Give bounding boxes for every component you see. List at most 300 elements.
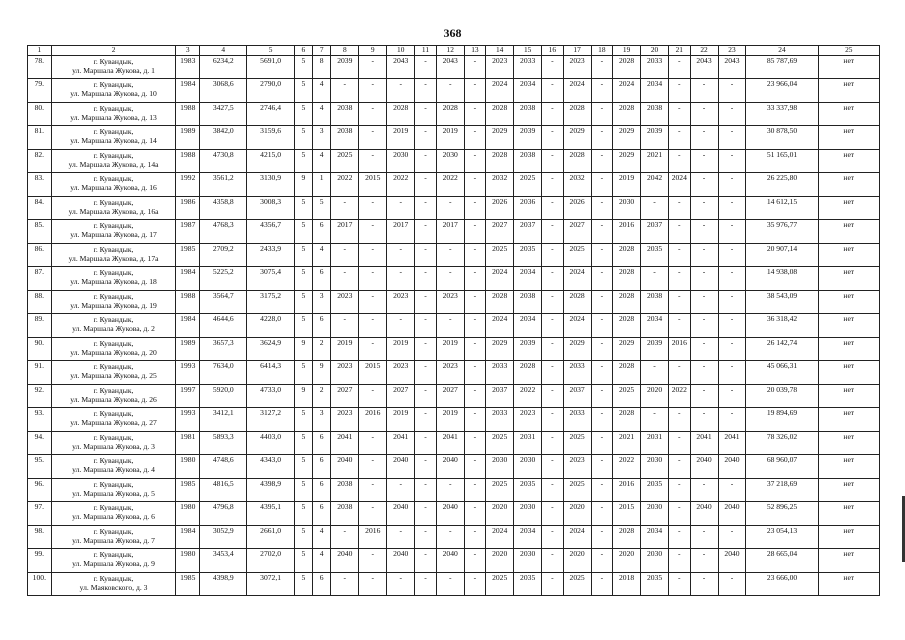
cell-col-15: 2039 bbox=[514, 337, 542, 361]
cell-col-9: - bbox=[359, 549, 387, 573]
table-row bbox=[28, 102, 880, 126]
address-street: ул. Маршала Жукова, д. 14а bbox=[68, 159, 159, 169]
cell-col-16: - bbox=[542, 361, 564, 385]
cell-col-19: 2029 bbox=[613, 149, 641, 173]
cell-col-15: 2036 bbox=[514, 196, 542, 220]
column-header: 11 bbox=[415, 46, 437, 56]
cell-col-18: - bbox=[591, 149, 613, 173]
cell-col-24: 52 896,25 bbox=[746, 502, 818, 526]
address-cell bbox=[51, 79, 176, 103]
cell-col-12: 2040 bbox=[436, 549, 464, 573]
cell-col-21: 2016 bbox=[669, 337, 691, 361]
cell-col-9: - bbox=[359, 290, 387, 314]
cell-col-7: 2 bbox=[313, 337, 331, 361]
table-row bbox=[28, 173, 880, 197]
address-city: г. Кувандык, bbox=[93, 362, 134, 371]
address-street: ул. Маршала Жукова, д. 16а bbox=[68, 206, 159, 216]
cell-col-19: 2021 bbox=[613, 431, 641, 455]
cell-col-10: 2019 bbox=[387, 337, 415, 361]
cell-col-3: 1997 bbox=[176, 384, 200, 408]
cell-col-14: 2025 bbox=[486, 478, 514, 502]
cell-col-16: - bbox=[542, 314, 564, 338]
column-header: 5 bbox=[247, 46, 294, 56]
cell-col-9: - bbox=[359, 102, 387, 126]
cell-col-9: - bbox=[359, 243, 387, 267]
cell-col-14: 2037 bbox=[486, 384, 514, 408]
cell-col-13: - bbox=[464, 525, 486, 549]
cell-col-3: 1988 bbox=[176, 290, 200, 314]
cell-col-6: 5 bbox=[294, 290, 312, 314]
column-header: 9 bbox=[359, 46, 387, 56]
cell-col-14: 2033 bbox=[486, 408, 514, 432]
address-cell bbox=[51, 55, 176, 79]
address-cell bbox=[51, 455, 176, 479]
cell-col-3: 1988 bbox=[176, 149, 200, 173]
cell-col-24: 14 612,15 bbox=[746, 196, 818, 220]
cell-col-11: - bbox=[415, 478, 437, 502]
cell-col-15: 2030 bbox=[514, 455, 542, 479]
cell-col-14: 2027 bbox=[486, 220, 514, 244]
address-street: ул. Маршала Жукова, д. 18 bbox=[70, 277, 157, 286]
cell-col-20: 2033 bbox=[641, 55, 669, 79]
address-city: г. Кувандык, bbox=[93, 409, 134, 418]
cell-col-22: - bbox=[690, 572, 718, 596]
cell-col-21: - bbox=[669, 478, 691, 502]
cell-col-7: 9 bbox=[313, 361, 331, 385]
cell-col-23: - bbox=[718, 384, 746, 408]
cell-col-21: - bbox=[669, 525, 691, 549]
cell-col-11: - bbox=[415, 220, 437, 244]
cell-col-8: 2038 bbox=[331, 478, 359, 502]
cell-col-11: - bbox=[415, 431, 437, 455]
cell-col-21: - bbox=[669, 361, 691, 385]
cell-col-9: - bbox=[359, 149, 387, 173]
cell-col-20: 2039 bbox=[641, 337, 669, 361]
cell-col-13: - bbox=[464, 196, 486, 220]
cell-col-12: - bbox=[436, 196, 464, 220]
cell-col-19: 2015 bbox=[613, 502, 641, 526]
address-cell bbox=[51, 478, 176, 502]
cell-col-23: - bbox=[718, 243, 746, 267]
row-number: 88. bbox=[28, 290, 52, 314]
cell-col-6: 5 bbox=[294, 502, 312, 526]
row-number: 100. bbox=[28, 572, 52, 596]
cell-col-6: 5 bbox=[294, 314, 312, 338]
cell-col-25: нет bbox=[818, 220, 879, 244]
cell-col-13: - bbox=[464, 455, 486, 479]
cell-col-8: 2040 bbox=[331, 549, 359, 573]
cell-col-19: 2028 bbox=[613, 102, 641, 126]
address-cell bbox=[51, 572, 176, 596]
cell-col-16: - bbox=[542, 79, 564, 103]
column-header: 16 bbox=[542, 46, 564, 56]
cell-col-17: 2024 bbox=[563, 525, 591, 549]
cell-col-12: 2023 bbox=[436, 290, 464, 314]
cell-col-15: 2025 bbox=[514, 173, 542, 197]
cell-col-25: нет bbox=[818, 337, 879, 361]
cell-col-23: - bbox=[718, 314, 746, 338]
cell-col-7: 6 bbox=[313, 478, 331, 502]
address-street: ул. Маршала Жукова, д. 17 bbox=[70, 230, 157, 239]
cell-col-20: 2034 bbox=[641, 79, 669, 103]
cell-col-10: - bbox=[387, 572, 415, 596]
cell-col-19: 2030 bbox=[613, 196, 641, 220]
cell-col-12: - bbox=[436, 243, 464, 267]
address-city: г. Кувандык, bbox=[93, 197, 134, 207]
cell-col-21: 2022 bbox=[669, 384, 691, 408]
row-number: 83. bbox=[28, 173, 52, 197]
cell-col-20: 2030 bbox=[641, 502, 669, 526]
cell-col-5: 4228,0 bbox=[247, 314, 294, 338]
cell-col-17: 2029 bbox=[563, 126, 591, 150]
cell-col-6: 5 bbox=[294, 431, 312, 455]
address-city: г. Кувандык, bbox=[93, 268, 134, 277]
column-header: 23 bbox=[718, 46, 746, 56]
cell-col-18: - bbox=[591, 337, 613, 361]
address-city: г. Кувандык, bbox=[93, 244, 134, 254]
column-header: 17 bbox=[563, 46, 591, 56]
cell-col-24: 36 318,42 bbox=[746, 314, 818, 338]
address-city: г. Кувандык, bbox=[93, 338, 134, 348]
address-city: г. Кувандык, bbox=[93, 221, 134, 230]
cell-col-6: 5 bbox=[294, 126, 312, 150]
cell-col-15: 2033 bbox=[514, 55, 542, 79]
cell-col-11: - bbox=[415, 290, 437, 314]
cell-col-25: нет bbox=[818, 361, 879, 385]
cell-col-22: - bbox=[690, 290, 718, 314]
address-city: г. Кувандык, bbox=[93, 526, 134, 536]
cell-col-10: 2040 bbox=[387, 502, 415, 526]
address-cell bbox=[51, 149, 176, 173]
address-city: г. Кувандык, bbox=[93, 291, 134, 301]
cell-col-18: - bbox=[591, 267, 613, 291]
address-cell bbox=[51, 337, 176, 361]
cell-col-12: 2030 bbox=[436, 149, 464, 173]
cell-col-5: 3624,9 bbox=[247, 337, 294, 361]
column-header: 1 bbox=[28, 46, 52, 56]
cell-col-16: - bbox=[542, 173, 564, 197]
cell-col-24: 35 976,77 bbox=[746, 220, 818, 244]
cell-col-14: 2024 bbox=[486, 267, 514, 291]
cell-col-25: нет bbox=[818, 314, 879, 338]
cell-col-19: 2022 bbox=[613, 455, 641, 479]
cell-col-20: 2030 bbox=[641, 455, 669, 479]
cell-col-3: 1985 bbox=[176, 478, 200, 502]
cell-col-13: - bbox=[464, 267, 486, 291]
cell-col-10: - bbox=[387, 478, 415, 502]
cell-col-19: 2019 bbox=[613, 173, 641, 197]
cell-col-24: 30 878,50 bbox=[746, 126, 818, 150]
cell-col-4: 3052,9 bbox=[200, 525, 247, 549]
cell-col-16: - bbox=[542, 572, 564, 596]
cell-col-25: нет bbox=[818, 455, 879, 479]
cell-col-20: 2031 bbox=[641, 431, 669, 455]
address-cell bbox=[51, 290, 176, 314]
cell-col-11: - bbox=[415, 243, 437, 267]
cell-col-3: 1993 bbox=[176, 361, 200, 385]
cell-col-4: 7634,0 bbox=[200, 361, 247, 385]
address-city: г. Кувандык, bbox=[93, 432, 134, 442]
cell-col-5: 2790,0 bbox=[247, 79, 294, 103]
cell-col-9: - bbox=[359, 337, 387, 361]
cell-col-17: 2024 bbox=[563, 314, 591, 338]
cell-col-20: 2042 bbox=[641, 173, 669, 197]
cell-col-13: - bbox=[464, 290, 486, 314]
address-street: ул. Маршала Жукова, д. 5 bbox=[72, 488, 155, 498]
cell-col-7: 6 bbox=[313, 502, 331, 526]
cell-col-25: нет bbox=[818, 290, 879, 314]
cell-col-11: - bbox=[415, 196, 437, 220]
cell-col-13: - bbox=[464, 220, 486, 244]
cell-col-12: 2027 bbox=[436, 384, 464, 408]
cell-col-10: 2019 bbox=[387, 408, 415, 432]
cell-col-8: - bbox=[331, 243, 359, 267]
cell-col-6: 5 bbox=[294, 572, 312, 596]
cell-col-5: 6414,3 bbox=[247, 361, 294, 385]
cell-col-9: - bbox=[359, 55, 387, 79]
cell-col-10: - bbox=[387, 314, 415, 338]
cell-col-6: 5 bbox=[294, 549, 312, 573]
cell-col-24: 45 066,31 bbox=[746, 361, 818, 385]
cell-col-14: 2024 bbox=[486, 79, 514, 103]
cell-col-20: 2030 bbox=[641, 549, 669, 573]
cell-col-6: 5 bbox=[294, 149, 312, 173]
cell-col-3: 1986 bbox=[176, 196, 200, 220]
cell-col-3: 1984 bbox=[176, 267, 200, 291]
cell-col-7: 4 bbox=[313, 525, 331, 549]
cell-col-3: 1989 bbox=[176, 337, 200, 361]
cell-col-17: 2024 bbox=[563, 267, 591, 291]
row-number: 87. bbox=[28, 267, 52, 291]
cell-col-18: - bbox=[591, 243, 613, 267]
cell-col-14: 2025 bbox=[486, 572, 514, 596]
cell-col-5: 3075,4 bbox=[247, 267, 294, 291]
cell-col-16: - bbox=[542, 431, 564, 455]
cell-col-8: - bbox=[331, 525, 359, 549]
cell-col-4: 3427,5 bbox=[200, 102, 247, 126]
cell-col-6: 5 bbox=[294, 55, 312, 79]
cell-col-5: 2433,9 bbox=[247, 243, 294, 267]
cell-col-13: - bbox=[464, 243, 486, 267]
cell-col-11: - bbox=[415, 337, 437, 361]
cell-col-3: 1980 bbox=[176, 502, 200, 526]
cell-col-22: 2040 bbox=[690, 455, 718, 479]
cell-col-18: - bbox=[591, 55, 613, 79]
cell-col-4: 3412,1 bbox=[200, 408, 247, 432]
address-street: ул. Маршала Жукова, д. 19 bbox=[70, 300, 157, 310]
table-row bbox=[28, 290, 880, 314]
cell-col-22: - bbox=[690, 361, 718, 385]
cell-col-5: 2661,0 bbox=[247, 525, 294, 549]
cell-col-18: - bbox=[591, 102, 613, 126]
cell-col-17: 2025 bbox=[563, 243, 591, 267]
table-row bbox=[28, 455, 880, 479]
cell-col-7: 3 bbox=[313, 126, 331, 150]
cell-col-18: - bbox=[591, 173, 613, 197]
address-cell bbox=[51, 549, 176, 573]
cell-col-17: 2032 bbox=[563, 173, 591, 197]
cell-col-21: - bbox=[669, 408, 691, 432]
row-number: 92. bbox=[28, 384, 52, 408]
cell-col-5: 4343,0 bbox=[247, 455, 294, 479]
cell-col-3: 1985 bbox=[176, 243, 200, 267]
cell-col-7: 2 bbox=[313, 384, 331, 408]
cell-col-7: 4 bbox=[313, 102, 331, 126]
cell-col-7: 4 bbox=[313, 243, 331, 267]
cell-col-3: 1984 bbox=[176, 314, 200, 338]
cell-col-14: 2024 bbox=[486, 314, 514, 338]
cell-col-9: 2015 bbox=[359, 173, 387, 197]
cell-col-7: 6 bbox=[313, 572, 331, 596]
cell-col-10: 2023 bbox=[387, 361, 415, 385]
cell-col-16: - bbox=[542, 243, 564, 267]
cell-col-25: нет bbox=[818, 431, 879, 455]
row-number: 80. bbox=[28, 102, 52, 126]
cell-col-12: 2023 bbox=[436, 361, 464, 385]
cell-col-25: нет bbox=[818, 572, 879, 596]
column-header: 15 bbox=[514, 46, 542, 56]
cell-col-4: 3657,3 bbox=[200, 337, 247, 361]
cell-col-11: - bbox=[415, 549, 437, 573]
cell-col-11: - bbox=[415, 361, 437, 385]
cell-col-5: 3008,3 bbox=[247, 196, 294, 220]
cell-col-4: 5920,0 bbox=[200, 384, 247, 408]
cell-col-18: - bbox=[591, 361, 613, 385]
cell-col-20: 2035 bbox=[641, 478, 669, 502]
cell-col-10: - bbox=[387, 243, 415, 267]
cell-col-13: - bbox=[464, 572, 486, 596]
row-number: 90. bbox=[28, 337, 52, 361]
cell-col-22: - bbox=[690, 525, 718, 549]
cell-col-19: 2024 bbox=[613, 79, 641, 103]
address-street: ул. Маршала Жукова, д. 13 bbox=[70, 112, 157, 122]
cell-col-6: 5 bbox=[294, 267, 312, 291]
cell-col-25: нет bbox=[818, 478, 879, 502]
cell-col-3: 1983 bbox=[176, 55, 200, 79]
cell-col-4: 3068,6 bbox=[200, 79, 247, 103]
cell-col-17: 2025 bbox=[563, 478, 591, 502]
housing-registry-table bbox=[27, 45, 880, 596]
cell-col-19: 2028 bbox=[613, 525, 641, 549]
cell-col-22: - bbox=[690, 126, 718, 150]
cell-col-13: - bbox=[464, 149, 486, 173]
cell-col-11: - bbox=[415, 149, 437, 173]
cell-col-22: 2040 bbox=[690, 502, 718, 526]
cell-col-10: - bbox=[387, 79, 415, 103]
cell-col-14: 2024 bbox=[486, 525, 514, 549]
cell-col-23: - bbox=[718, 126, 746, 150]
cell-col-9: - bbox=[359, 126, 387, 150]
cell-col-25: нет bbox=[818, 79, 879, 103]
cell-col-25: нет bbox=[818, 149, 879, 173]
cell-col-13: - bbox=[464, 337, 486, 361]
cell-col-22: - bbox=[690, 173, 718, 197]
cell-col-10: 2043 bbox=[387, 55, 415, 79]
cell-col-11: - bbox=[415, 572, 437, 596]
cell-col-8: - bbox=[331, 79, 359, 103]
cell-col-13: - bbox=[464, 55, 486, 79]
cell-col-8: - bbox=[331, 572, 359, 596]
cell-col-9: - bbox=[359, 314, 387, 338]
cell-col-6: 5 bbox=[294, 525, 312, 549]
cell-col-22: - bbox=[690, 384, 718, 408]
cell-col-10: - bbox=[387, 525, 415, 549]
cell-col-15: 2035 bbox=[514, 478, 542, 502]
cell-col-13: - bbox=[464, 549, 486, 573]
address-cell bbox=[51, 408, 176, 432]
address-street: ул. Маршала Жукова, д. 7 bbox=[72, 535, 155, 545]
cell-col-24: 23 054,13 bbox=[746, 525, 818, 549]
cell-col-16: - bbox=[542, 267, 564, 291]
cell-col-20: 2038 bbox=[641, 102, 669, 126]
cell-col-3: 1980 bbox=[176, 455, 200, 479]
cell-col-23: - bbox=[718, 572, 746, 596]
cell-col-10: 2019 bbox=[387, 126, 415, 150]
address-city: г. Кувандык, bbox=[93, 550, 134, 559]
cell-col-17: 2024 bbox=[563, 79, 591, 103]
cell-col-19: 2028 bbox=[613, 243, 641, 267]
cell-col-23: - bbox=[718, 79, 746, 103]
cell-col-21: 2024 bbox=[669, 173, 691, 197]
column-header: 3 bbox=[176, 46, 200, 56]
cell-col-25: нет bbox=[818, 126, 879, 150]
table-row bbox=[28, 79, 880, 103]
address-street: ул. Маршала Жукова, д. 10 bbox=[70, 89, 157, 98]
cell-col-12: - bbox=[436, 572, 464, 596]
cell-col-21: - bbox=[669, 267, 691, 291]
cell-col-15: 2034 bbox=[514, 267, 542, 291]
cell-col-23: 2043 bbox=[718, 55, 746, 79]
cell-col-25: нет bbox=[818, 384, 879, 408]
page-number: 368 bbox=[443, 26, 462, 40]
cell-col-22: 2041 bbox=[690, 431, 718, 455]
cell-col-21: - bbox=[669, 243, 691, 267]
cell-col-3: 1993 bbox=[176, 408, 200, 432]
cell-col-18: - bbox=[591, 572, 613, 596]
cell-col-19: 2028 bbox=[613, 408, 641, 432]
cell-col-12: 2019 bbox=[436, 337, 464, 361]
cell-col-11: - bbox=[415, 455, 437, 479]
cell-col-4: 5893,3 bbox=[200, 431, 247, 455]
cell-col-15: 2038 bbox=[514, 290, 542, 314]
cell-col-20: 2035 bbox=[641, 572, 669, 596]
cell-col-10: 2023 bbox=[387, 290, 415, 314]
cell-col-15: 2039 bbox=[514, 126, 542, 150]
cell-col-18: - bbox=[591, 431, 613, 455]
cell-col-15: 2031 bbox=[514, 431, 542, 455]
row-number: 82. bbox=[28, 149, 52, 173]
cell-col-8: - bbox=[331, 196, 359, 220]
cell-col-19: 2029 bbox=[613, 126, 641, 150]
table-row bbox=[28, 55, 880, 79]
cell-col-14: 2032 bbox=[486, 173, 514, 197]
cell-col-9: - bbox=[359, 220, 387, 244]
cell-col-18: - bbox=[591, 79, 613, 103]
cell-col-23: - bbox=[718, 267, 746, 291]
cell-col-18: - bbox=[591, 478, 613, 502]
column-header: 22 bbox=[690, 46, 718, 56]
cell-col-14: 2026 bbox=[486, 196, 514, 220]
cell-col-16: - bbox=[542, 455, 564, 479]
cell-col-14: 2029 bbox=[486, 337, 514, 361]
cell-col-22: - bbox=[690, 220, 718, 244]
cell-col-16: - bbox=[542, 525, 564, 549]
cell-col-9: 2015 bbox=[359, 361, 387, 385]
table-row bbox=[28, 314, 880, 338]
cell-col-10: 2040 bbox=[387, 549, 415, 573]
cell-col-5: 4733,0 bbox=[247, 384, 294, 408]
cell-col-7: 4 bbox=[313, 549, 331, 573]
